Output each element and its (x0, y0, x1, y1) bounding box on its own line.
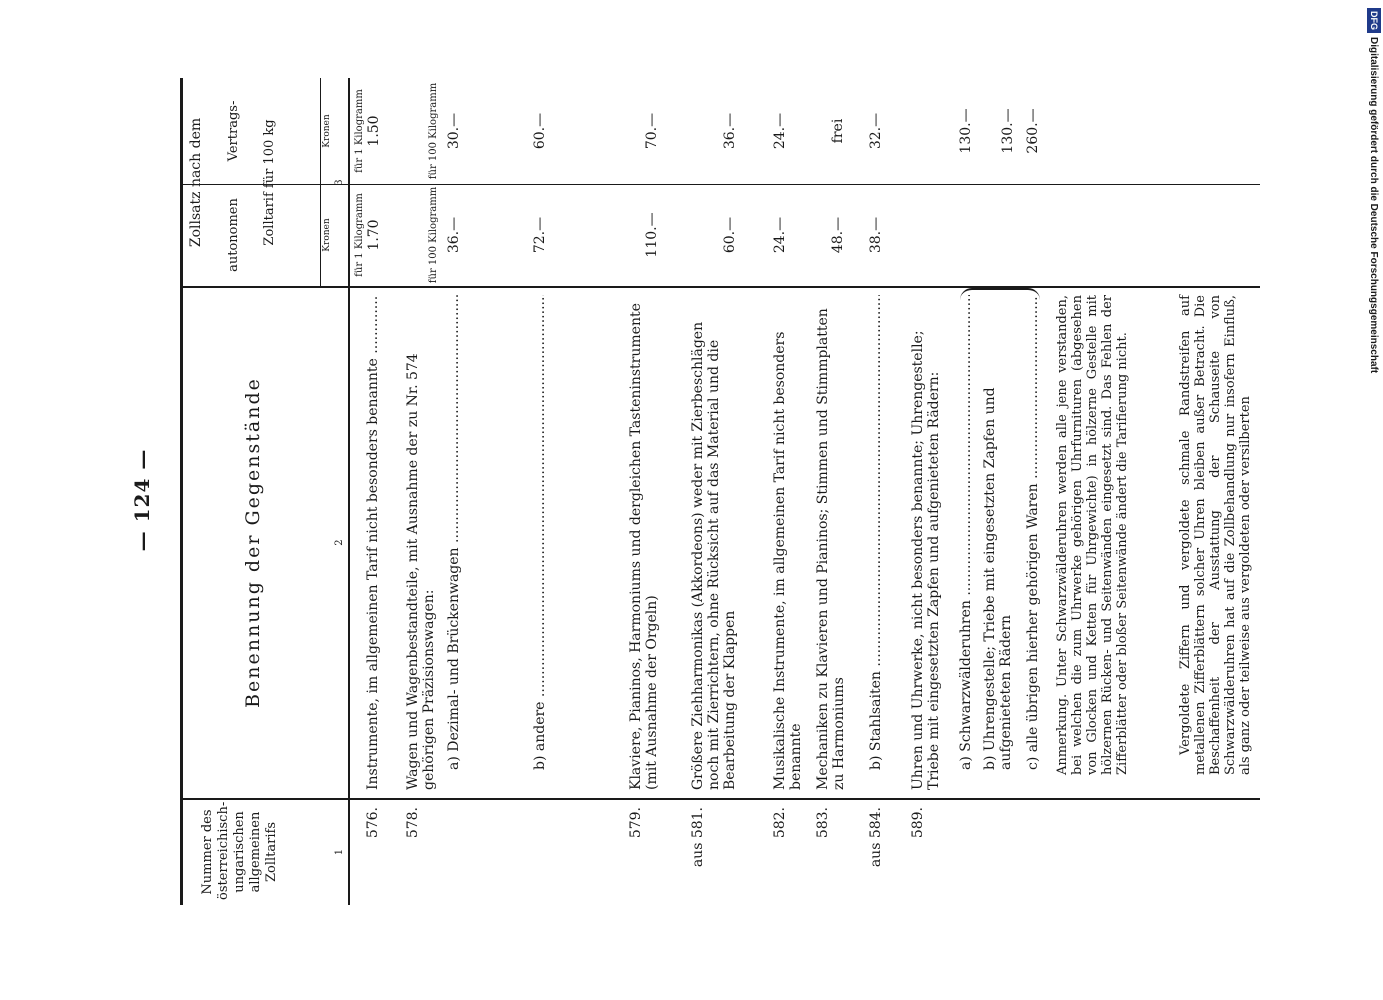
row-description: a) Dezimal- und Brückenwagen ..... (446, 295, 462, 790)
header-col3-sub: Zolltarif für 100 kg (262, 119, 277, 246)
rate-autonomous: 48.— (830, 216, 846, 254)
rate-autonomous: 60.— (722, 216, 738, 254)
row-number: 582. (772, 807, 788, 839)
rate-treaty: 60.— (532, 112, 548, 150)
row-description: Musikalische Instrumente, im allgemeinen Tarif nicht besonders benannte (772, 331, 804, 790)
row-number: 578. (405, 807, 421, 839)
col3-subrule (320, 78, 321, 288)
page-number: — 124 — (130, 448, 154, 552)
rate-treaty: 130.— (1000, 108, 1016, 154)
header-col2: Benennung der Gegenstände (242, 377, 264, 708)
header-unit-a: Kronen (322, 218, 332, 252)
row-description: b) Uhrengestelle; Triebe mit eingesetzten Zapfen und aufgenieteten Rädern (982, 387, 1014, 770)
row-number: aus 584. (868, 807, 884, 868)
header-col3-title: Zollsatz nach dem (188, 117, 204, 248)
header-col3b: Vertrags- (226, 100, 241, 162)
rate-autonomous: 36.— (446, 216, 462, 254)
row-description: b) Stahlsaiten ..... (868, 295, 884, 790)
note-paragraph-2: Vergoldete Ziffern und vergoldete schmale Randstreifen auf metallenen Zifferblättern solcher Uhren bleiben außer Betracht. Die Beschaffenheit der Ausstattung der Schauseite von Schwarzwälderuhren hat auf die Zollbehandlung nur insofern Einfluß, als ganz oder teilweise aus vergoldeten oder versilberten (1178, 295, 1253, 775)
col-divider-2 (180, 286, 1260, 288)
header-colnum-3: 3 (334, 179, 345, 186)
header-col1: Nummer des österreichisch-ungarischen allgemeinen Zolltarifs (200, 801, 279, 900)
row-description: Klaviere, Pianinos, Harmoniums und dergleichen Tasteninstrumente (mit Ausnahme der Orgeln) (628, 303, 660, 790)
rate-treaty: frei (830, 118, 846, 144)
note-paragraph-1: Anmerkung. Unter Schwarzwälderuhren werden alle jene verstanden, bei welchen die zum Uhrwerke gehörigen Uhrfurnituren (abgesehen von Glocken und Ketten für Uhrgewichte) in hölzerne Gestelle mit hölzernen Rücken- und Seitenwänden eingesetzt sind. Das Fehlen der Zifferblätter oder bloßer Seitenwände ändert die Tarifierung nicht. (1055, 295, 1130, 775)
rate-autonomous: 24.— (772, 216, 788, 254)
row-description: b) andere ..... (532, 295, 548, 790)
row-description: Instrumente, im allgemeinen Tarif nicht besonders benannte ..... (365, 295, 381, 790)
dfg-logo: DFG (1367, 8, 1381, 33)
header-colnum-2: 2 (334, 539, 345, 546)
rate-treaty: 30.— (446, 112, 462, 150)
rate-autonomous: 72.— (532, 216, 548, 254)
rate-treaty: 24.— (772, 112, 788, 150)
rate-treaty: 70.— (644, 112, 660, 150)
header-col3a: autonomen (226, 198, 241, 272)
rate-treaty: 1.50 (366, 115, 382, 147)
row-number: 576. (365, 807, 381, 839)
unit-note-treaty: für 100 Kilogramm (428, 82, 439, 180)
row-description: c) alle übrigen hierher gehörigen Waren ..... (1025, 295, 1041, 790)
row-description: Mechaniken zu Klavieren und Pianinos; Stimmen und Stimmplatten zu Harmoniums (815, 308, 847, 790)
table-header-rule (348, 78, 350, 905)
rate-autonomous: 38.— (868, 216, 884, 254)
header-colnum-1: 1 (334, 848, 345, 856)
row-description: Uhren und Uhrwerke, nicht besonders benannte; Uhrengestelle; Triebe mit eingesetzten Zapfen und aufgenieteten Rädern: (910, 330, 942, 790)
unit-note-autonomous: für 1 Kilogramm (354, 193, 365, 277)
rate-treaty: 130.— (958, 108, 974, 154)
row-description: Größere Ziehharmonikas (Akkordeons) weder mit Zierbeschlägen noch mit Zierrichtern, ohne Rücksicht auf das Material und die Bearbeitung der Klappen (690, 321, 738, 790)
rate-treaty: 32.— (868, 112, 884, 150)
row-number: 579. (628, 807, 644, 839)
row-description: Wagen und Wagenbestandteile, mit Ausnahme der zu Nr. 574 gehörigen Präzisionswagen: (405, 353, 437, 790)
rate-treaty: 260.— (1025, 108, 1041, 154)
unit-note-treaty: für 1 Kilogramm (354, 89, 365, 173)
row-number: 589. (910, 807, 926, 839)
credit-text: Digitalisierung gefördert durch die Deutsche Forschungsgemeinschaft (1368, 37, 1379, 374)
unit-note-autonomous: für 100 Kilogramm (428, 186, 439, 284)
rate-treaty: 36.— (722, 112, 738, 150)
rate-autonomous: 1.70 (366, 219, 382, 251)
col-divider-1 (180, 798, 1260, 800)
row-number: aus 581. (690, 807, 706, 868)
header-unit-b: Kronen (322, 114, 332, 148)
rate-autonomous: 110.— (644, 212, 660, 258)
row-description: a) Schwarzwälderuhren ..... (958, 295, 974, 790)
table-top-rule (180, 78, 183, 905)
row-number: 583. (815, 807, 831, 839)
digitization-credit (1367, 8, 1381, 408)
